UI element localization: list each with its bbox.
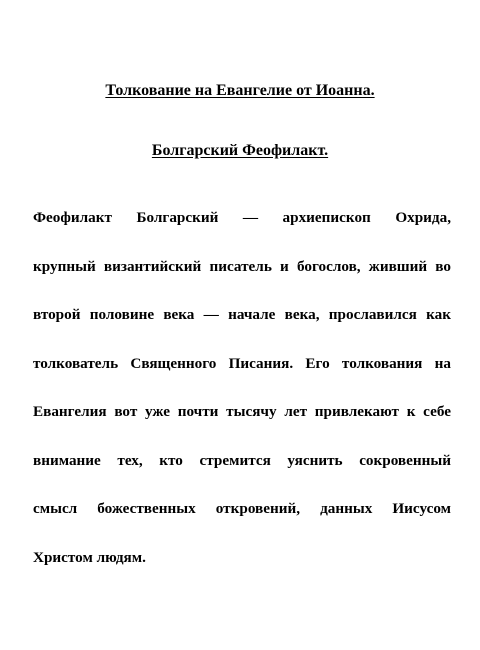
paragraph-line: крупный византийский писатель и богослов, живший во [33,257,451,275]
paragraph-line: внимание тех, кто стремится уяснить сокровенный [33,451,451,469]
body-paragraph [33,194,451,582]
paragraph-line: второй половине века — начале века, прославился как [33,306,451,323]
paragraph-line: Христом людям. [33,548,146,566]
paragraph-line: Феофилакт Болгарский — архиепископ Охрида, [33,209,451,226]
document-author: Болгарский Феофилакт. [151,142,329,159]
paragraph-line: толкователь Священного Писания. Его толкования на [33,354,451,372]
paragraph-line: Евангелия вот уже почти тысячу лет привлекают к себе [33,403,451,420]
paragraph-line: смысл божественных откровений, данных Иисусом [33,500,451,517]
document-title: Толкование на Евангелие от Иоанна. [105,82,375,99]
